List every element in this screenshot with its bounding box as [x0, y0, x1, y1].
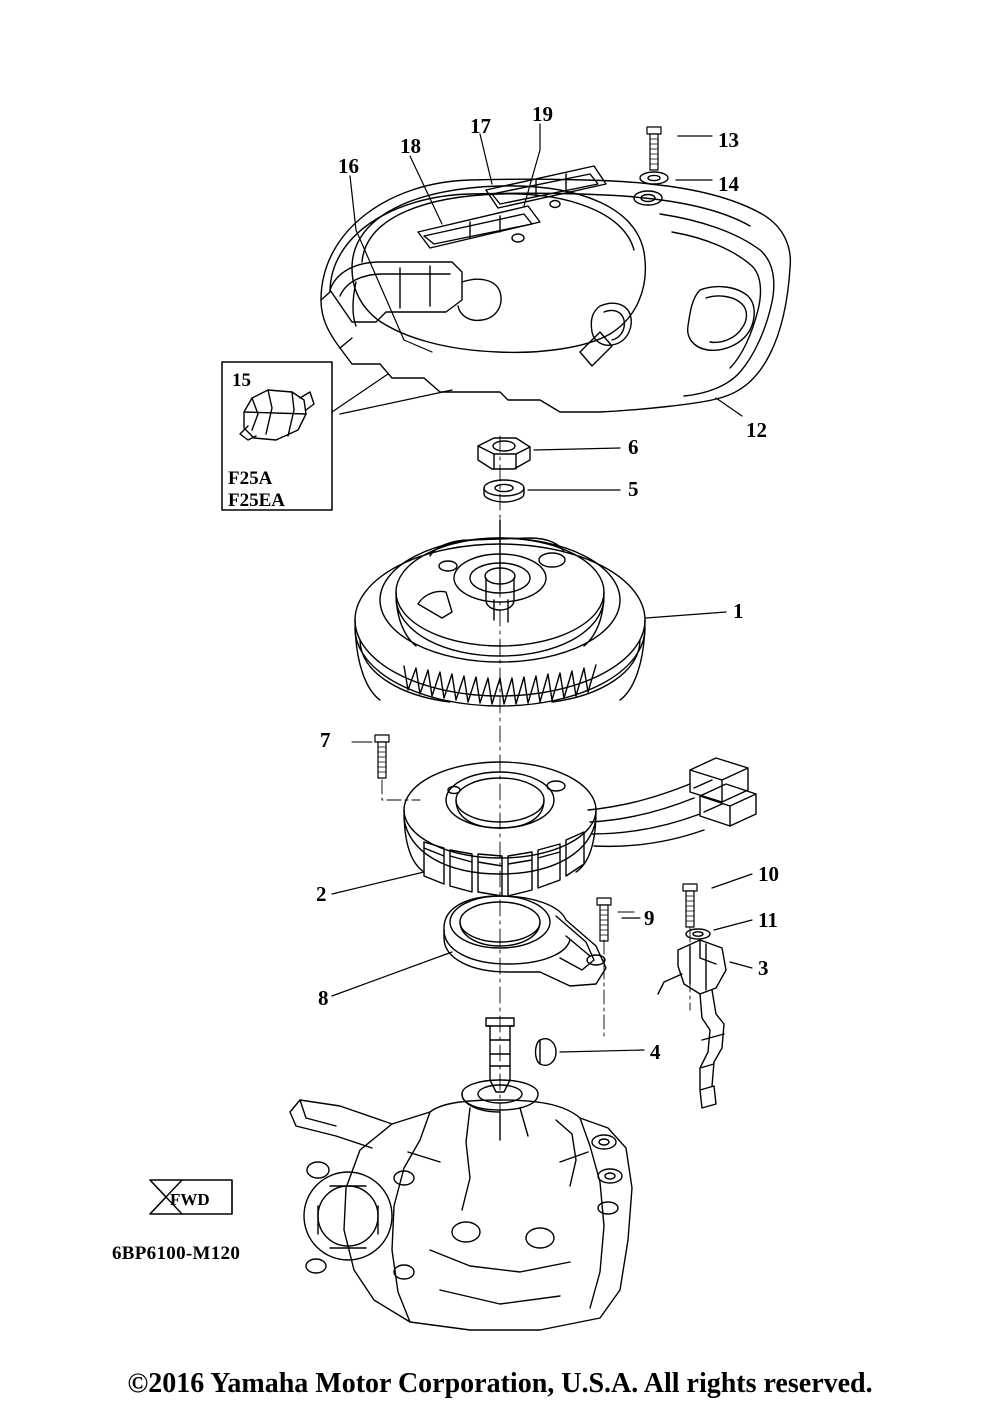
stator-assembly: [404, 758, 756, 896]
nut-6: [478, 438, 530, 469]
bolt-10: [683, 884, 697, 927]
collar-4: [536, 1039, 557, 1066]
inset-callout-15: 15: [232, 370, 251, 391]
callout-7: 7: [320, 728, 331, 752]
bolt-7: [375, 735, 389, 778]
fwd-arrow-label: FWD: [170, 1190, 210, 1209]
stator-coils: [424, 832, 584, 896]
bolt-13: [647, 127, 661, 170]
pulser-coil: [658, 940, 726, 1108]
callout-11: 11: [758, 908, 778, 932]
callout-19: 19: [532, 102, 553, 126]
callout-6: 6: [628, 435, 639, 459]
callout-13: 13: [718, 128, 739, 152]
callout-8: 8: [318, 986, 329, 1010]
crankcase-block: [290, 1018, 632, 1330]
flywheel-cover-outline: [321, 166, 790, 412]
washer-5: [484, 480, 524, 502]
callout-14: 14: [718, 172, 739, 196]
callout-9: 9: [644, 906, 655, 930]
copyright-notice: ©2016 Yamaha Motor Corporation, U.S.A. All rights reserved.: [127, 1368, 873, 1399]
callout-12: 12: [746, 418, 767, 442]
callout-2: 2: [316, 882, 327, 906]
stator-base-bracket: [444, 896, 606, 986]
callout-1: 1: [733, 599, 744, 623]
callout-5: 5: [628, 477, 639, 501]
callout-17: 17: [470, 114, 491, 138]
callout-18: 18: [400, 134, 421, 158]
inset-model-f25ea: F25EA: [228, 490, 285, 511]
inset-model-f25a: F25A: [228, 468, 273, 489]
diagram-part-number: 6BP6100-M120: [112, 1243, 241, 1264]
stator-connectors: [690, 758, 756, 826]
bolt-9: [597, 898, 611, 941]
callout-3: 3: [758, 956, 769, 980]
callout-10: 10: [758, 862, 779, 886]
washer-14: [640, 172, 668, 184]
cover-vent-grilles: [418, 166, 606, 248]
callout-4: 4: [650, 1040, 661, 1064]
callout-16: 16: [338, 154, 359, 178]
